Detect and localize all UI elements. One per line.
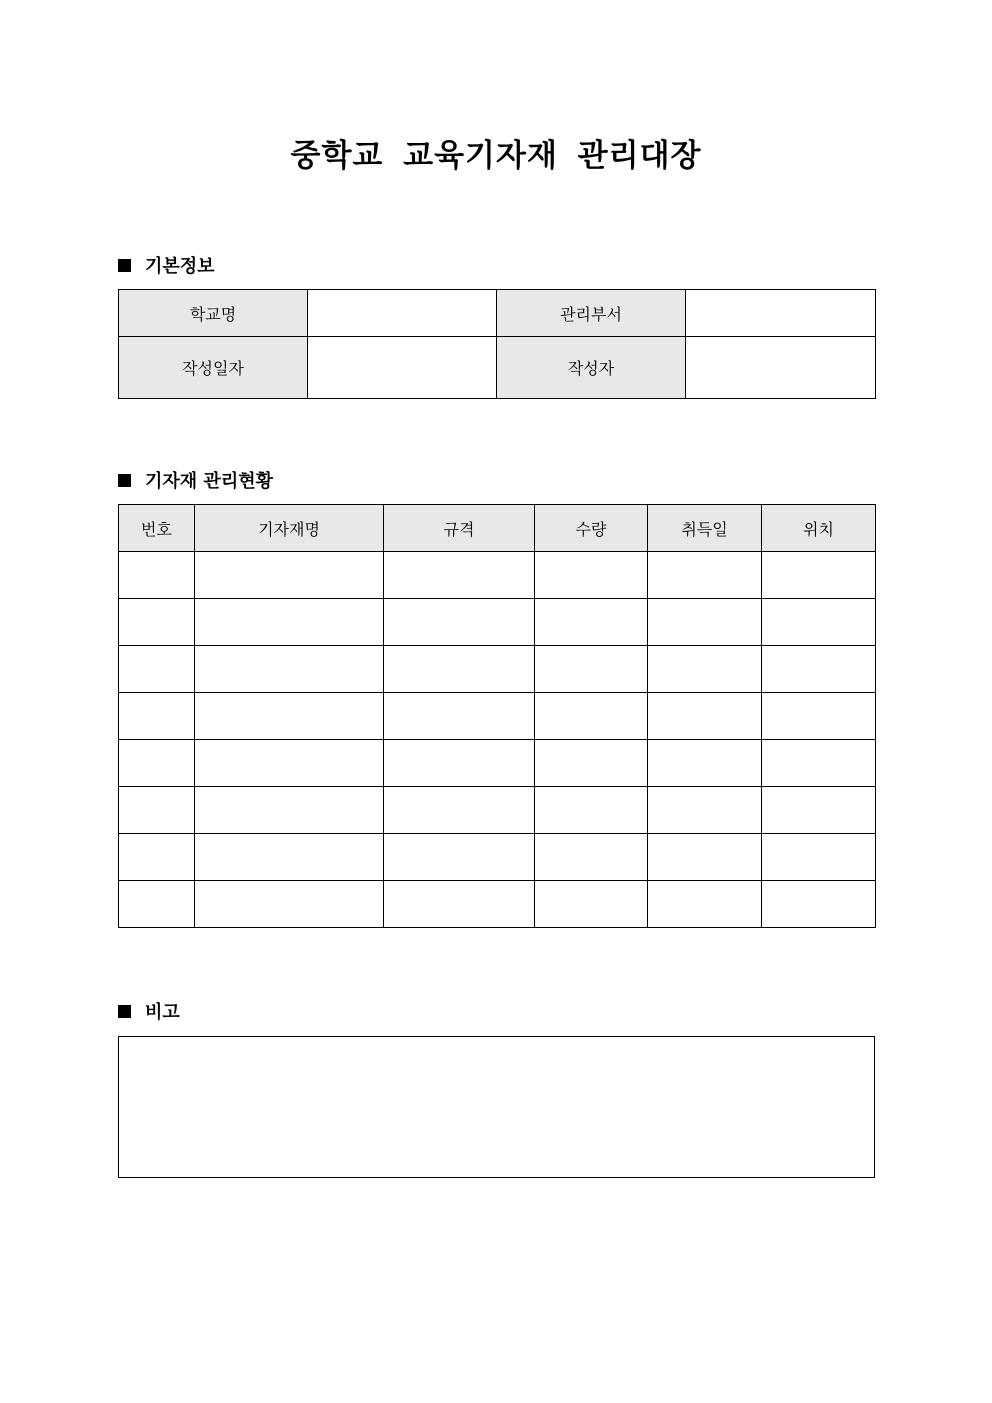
- specification-cell[interactable]: [384, 834, 535, 881]
- column-header-acquisition-date: 취득일: [648, 505, 762, 552]
- specification-cell[interactable]: [384, 552, 535, 599]
- acquisition-date-cell[interactable]: [648, 787, 762, 834]
- equipment-name-cell[interactable]: [195, 881, 384, 928]
- school-name-field[interactable]: [308, 290, 497, 337]
- quantity-cell[interactable]: [535, 740, 648, 787]
- number-cell[interactable]: [119, 740, 195, 787]
- quantity-cell[interactable]: [535, 881, 648, 928]
- number-cell[interactable]: [119, 787, 195, 834]
- equipment-heading-label: 기자재 관리현황: [145, 471, 273, 492]
- department-field[interactable]: [686, 290, 876, 337]
- equipment-name-cell[interactable]: [195, 740, 384, 787]
- specification-cell[interactable]: [384, 787, 535, 834]
- quantity-cell[interactable]: [535, 599, 648, 646]
- acquisition-date-cell[interactable]: [648, 834, 762, 881]
- number-cell[interactable]: [119, 693, 195, 740]
- table-row: [119, 646, 876, 693]
- column-header-specification: 규격: [384, 505, 535, 552]
- acquisition-date-cell[interactable]: [648, 693, 762, 740]
- acquisition-date-cell[interactable]: [648, 740, 762, 787]
- basic-info-heading: [118, 252, 215, 278]
- square-bullet-icon: [118, 1005, 131, 1018]
- acquisition-date-cell[interactable]: [648, 552, 762, 599]
- quantity-cell[interactable]: [535, 834, 648, 881]
- table-row: [119, 787, 876, 834]
- number-cell[interactable]: [119, 599, 195, 646]
- number-cell[interactable]: [119, 552, 195, 599]
- basic-info-row: [119, 337, 876, 399]
- basic-info-table: [118, 289, 876, 399]
- quantity-cell[interactable]: [535, 552, 648, 599]
- quantity-cell[interactable]: [535, 787, 648, 834]
- remarks-heading: [118, 998, 180, 1024]
- location-cell[interactable]: [762, 881, 876, 928]
- table-row: [119, 552, 876, 599]
- table-row: [119, 834, 876, 881]
- date-written-label: 작성일자: [119, 337, 308, 399]
- location-cell[interactable]: [762, 552, 876, 599]
- location-cell[interactable]: [762, 599, 876, 646]
- table-row: [119, 881, 876, 928]
- location-cell[interactable]: [762, 787, 876, 834]
- equipment-name-cell[interactable]: [195, 787, 384, 834]
- square-bullet-icon: [118, 474, 131, 487]
- column-header-number: 번호: [119, 505, 195, 552]
- equipment-name-cell[interactable]: [195, 646, 384, 693]
- table-row: [119, 693, 876, 740]
- location-cell[interactable]: [762, 693, 876, 740]
- acquisition-date-cell[interactable]: [648, 599, 762, 646]
- specification-cell[interactable]: [384, 693, 535, 740]
- number-cell[interactable]: [119, 834, 195, 881]
- square-bullet-icon: [118, 259, 131, 272]
- specification-cell[interactable]: [384, 740, 535, 787]
- school-name-label: 학교명: [119, 290, 308, 337]
- specification-cell[interactable]: [384, 646, 535, 693]
- acquisition-date-cell[interactable]: [648, 881, 762, 928]
- equipment-name-cell[interactable]: [195, 693, 384, 740]
- specification-cell[interactable]: [384, 881, 535, 928]
- column-header-location: 위치: [762, 505, 876, 552]
- date-written-field[interactable]: [308, 337, 497, 399]
- equipment-table: [118, 504, 876, 928]
- equipment-name-cell[interactable]: [195, 599, 384, 646]
- equipment-name-cell[interactable]: [195, 834, 384, 881]
- basic-info-heading-label: 기본정보: [145, 256, 215, 277]
- table-row: [119, 740, 876, 787]
- basic-info-row: [119, 290, 876, 337]
- quantity-cell[interactable]: [535, 646, 648, 693]
- number-cell[interactable]: [119, 881, 195, 928]
- column-header-equipment-name: 기자재명: [195, 505, 384, 552]
- equipment-name-cell[interactable]: [195, 552, 384, 599]
- author-field[interactable]: [686, 337, 876, 399]
- remarks-heading-label: 비고: [145, 1002, 180, 1023]
- document-title: 중학교 교육기자재 관리대장: [290, 138, 702, 174]
- author-label: 작성자: [497, 337, 686, 399]
- specification-cell[interactable]: [384, 599, 535, 646]
- location-cell[interactable]: [762, 646, 876, 693]
- remarks-field[interactable]: [118, 1036, 875, 1178]
- location-cell[interactable]: [762, 740, 876, 787]
- location-cell[interactable]: [762, 834, 876, 881]
- equipment-header-row: [119, 505, 876, 552]
- equipment-heading: [118, 467, 273, 493]
- column-header-quantity: 수량: [535, 505, 648, 552]
- department-label: 관리부서: [497, 290, 686, 337]
- acquisition-date-cell[interactable]: [648, 646, 762, 693]
- number-cell[interactable]: [119, 646, 195, 693]
- quantity-cell[interactable]: [535, 693, 648, 740]
- table-row: [119, 599, 876, 646]
